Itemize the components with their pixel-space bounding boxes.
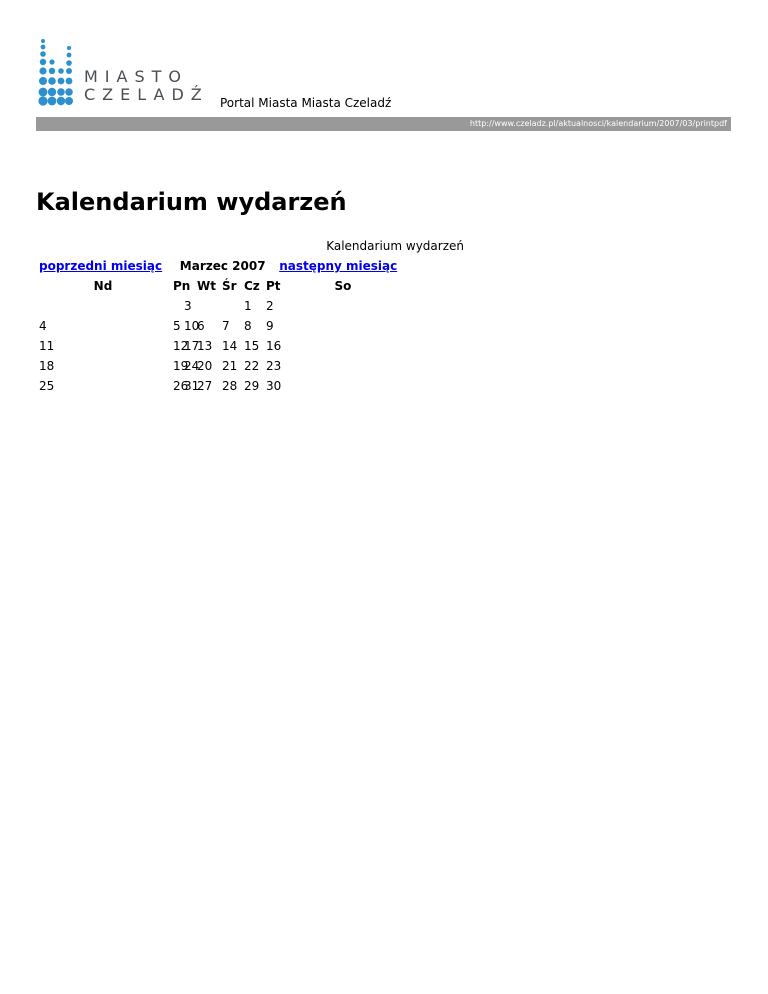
page-header — [36, 38, 736, 112]
day-cell: 5 — [173, 319, 181, 333]
day-cell: 19 — [173, 359, 189, 373]
calendar-table — [36, 256, 400, 276]
month-label: Marzec 2007 — [179, 259, 266, 273]
day-cell: 30 — [265, 379, 282, 393]
calendar-caption: Kalendarium wydarzeń — [326, 239, 464, 253]
calendar-grid — [36, 276, 401, 396]
day-name-sat: So — [334, 279, 352, 293]
day-cell: 8 — [243, 319, 252, 333]
day-cell: 2 — [265, 299, 274, 313]
week-row — [36, 376, 401, 396]
day-cell: 4 — [39, 319, 47, 333]
day-cell: 16 — [265, 339, 282, 353]
day-name-wed: Śr — [221, 279, 237, 293]
logo-line1: MIASTO — [84, 67, 188, 86]
day-cell: 23 — [265, 359, 282, 373]
week-row — [36, 316, 401, 336]
day-cell: 21 — [221, 359, 238, 373]
calendar — [36, 236, 466, 396]
day-cell: 18 — [39, 359, 55, 373]
day-names-row — [36, 276, 401, 296]
day-cell: 28 — [221, 379, 238, 393]
page-url: http://www.czeladz.pl/aktualnosci/kalendarium/2007/03/printpdf — [469, 119, 727, 128]
url-bar — [36, 117, 731, 131]
page-title: Kalendarium wydarzeń — [36, 188, 347, 216]
day-cell — [36, 296, 170, 316]
next-month-link[interactable]: następny miesiąc — [279, 259, 398, 273]
day-cell: 20 — [197, 359, 213, 373]
day-cell: 17 — [183, 339, 200, 353]
day-cell: 26 — [173, 379, 189, 393]
prev-month-link[interactable]: poprzedni miesiąc — [39, 259, 163, 273]
day-cell: 29 — [243, 379, 260, 393]
day-name-thu: Cz — [243, 279, 260, 293]
day-cell: 10 — [183, 319, 200, 333]
day-cell: 27 — [197, 379, 213, 393]
day-cell: 7 — [221, 319, 230, 333]
logo-line2: CZELADŹ — [84, 85, 209, 104]
day-cell: 25 — [39, 379, 55, 393]
day-cell: 31 — [183, 379, 200, 393]
day-name-sun: Nd — [93, 279, 113, 293]
day-cell: 15 — [243, 339, 260, 353]
day-cell: 1 — [243, 299, 252, 313]
week-row — [36, 336, 401, 356]
logo-dots-icon — [38, 38, 74, 106]
calendar-nav-row — [36, 256, 400, 276]
week-row — [36, 356, 401, 376]
day-cell: 13 — [197, 339, 213, 353]
logo-wordmark — [84, 68, 209, 104]
day-cell: 14 — [221, 339, 238, 353]
day-name-tue: Wt — [197, 279, 216, 293]
portal-name: Portal Miasta Miasta Czeladź — [220, 96, 392, 110]
day-cell: 12 — [173, 339, 189, 353]
day-cell: 22 — [243, 359, 260, 373]
day-cell: 11 — [39, 339, 55, 353]
day-cell: 6 — [197, 319, 205, 333]
city-logo — [36, 38, 211, 108]
day-cell: 24 — [183, 359, 200, 373]
day-cell: 3 — [183, 299, 192, 313]
day-name-mon: Pn — [173, 279, 191, 293]
day-name-fri: Pt — [265, 279, 281, 293]
day-cell: 9 — [265, 319, 274, 333]
week-row — [36, 296, 401, 316]
